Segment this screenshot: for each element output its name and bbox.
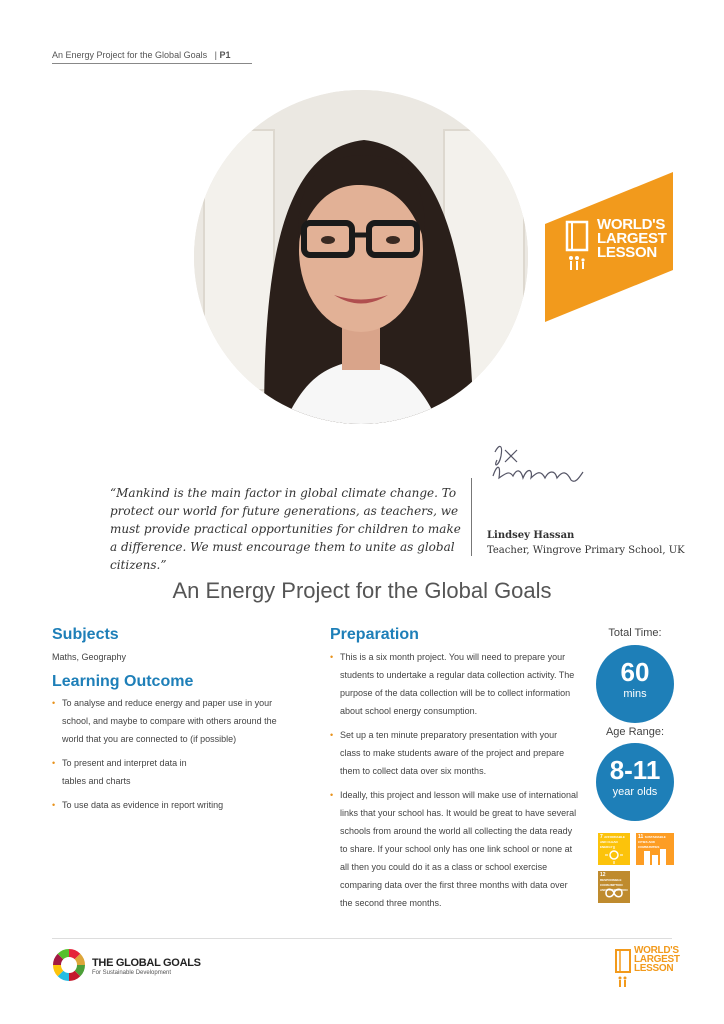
age-range-value: 8-11: [609, 755, 661, 785]
header-title: An Energy Project for the Global Goals: [52, 50, 208, 60]
worlds-largest-lesson-badge: [545, 172, 673, 327]
age-range-circle: [596, 743, 674, 821]
badge-line-2: LARGEST: [597, 230, 667, 247]
subjects-text: Maths, Geography: [52, 652, 127, 662]
list-item: • To use data as evidence in report writing: [52, 796, 300, 814]
badge-line-1: WORLD'S: [597, 216, 666, 233]
sdg-12-icon: [598, 871, 630, 903]
total-time-circle: [596, 645, 674, 723]
list-item: • Set up a ten minute preparatory presentation with your class to make students aware of the project and prepare them to collect data over six months.: [330, 726, 578, 780]
page-header: [52, 50, 230, 60]
total-time-value: 60: [620, 657, 650, 687]
badge-text: [597, 218, 667, 260]
page-number: P1: [219, 50, 231, 60]
footer-wll-line-3: LESSON: [634, 963, 674, 974]
total-time-label: Total Time:: [608, 627, 662, 639]
list-item: • To present and interpret data in tables and charts: [52, 754, 212, 790]
age-range-label: Age Range:: [605, 726, 665, 738]
global-goals-subtitle: For Sustainable Development: [92, 970, 172, 976]
sdg-11-icon: [636, 833, 674, 865]
preparation-heading: Preparation: [330, 626, 419, 643]
sdg-12-label: RESPONSIBLE CONSUMPTION AND PRODUCTION: [600, 878, 628, 892]
sdg-11-number: 11: [638, 834, 644, 840]
quote-divider: [471, 478, 472, 556]
subjects-heading: Subjects: [52, 626, 119, 643]
footer-wll-line-1: WORLD'S: [634, 945, 679, 956]
page-title: An Energy Project for the Global Goals: [172, 578, 552, 603]
list-item: • Ideally, this project and lesson will make use of international links that your school has. It would be great to have several schools from around the world all collecting the data ready to share. If your school only has one link school or none at all then you could do it as a class or school exercise comparing data over the first three months with data over the second three months.: [330, 786, 578, 912]
signature-name: Lindsey Hassan: [487, 530, 575, 541]
header-separator: |: [214, 50, 217, 60]
learning-outcome-heading: Learning Outcome: [52, 673, 194, 690]
footer-wll-line-2: LARGEST: [634, 954, 680, 965]
footer-wll-text: [634, 946, 680, 973]
footer-divider: [52, 938, 672, 939]
age-range-unit: year olds: [612, 786, 658, 798]
handwritten-signature: [487, 434, 597, 494]
sdg-7-number: 7: [600, 834, 603, 840]
teacher-quote: “Mankind is the main factor in global climate change. To protect our world for future generations, as teachers, we must provide practical opportunities for children to make a difference. We must encourage them to unite as global citizens.”: [110, 486, 461, 572]
portrait-illustration: [194, 90, 528, 424]
sdg-12-number: 12: [600, 872, 606, 878]
badge-line-3: LESSON: [597, 244, 657, 261]
preparation-list: [330, 648, 578, 918]
teacher-portrait: [194, 90, 528, 424]
sun-icon: [598, 845, 630, 865]
global-goals-title: THE GLOBAL GOALS: [92, 957, 201, 969]
list-item: • This is a six month project. You will need to prepare your students to undertake a regular data collection activity. The purpose of the data collection will be to collect information about school energy consumption.: [330, 648, 578, 720]
city-icon: [636, 847, 674, 865]
learning-outcome-list: [52, 694, 300, 820]
signature-role: Teacher, Wingrove Primary School, UK: [487, 545, 685, 556]
sdg-7-icon: [598, 833, 630, 865]
sdg-goal-icons: [598, 833, 674, 909]
total-time-unit: mins: [623, 688, 647, 700]
list-item: • To analyse and reduce energy and paper use in your school, and maybe to compare with others around the world that you are connected to (if possible): [52, 694, 300, 748]
sdg-11-label: SUSTAINABLE CITIES AND COMMUNITIES: [638, 835, 666, 849]
header-underline: [52, 63, 252, 64]
global-goals-wheel-icon: [52, 948, 86, 982]
infinity-icon: [598, 885, 630, 901]
sdg-7-label: AFFORDABLE AND CLEAN ENERGY: [600, 835, 625, 849]
